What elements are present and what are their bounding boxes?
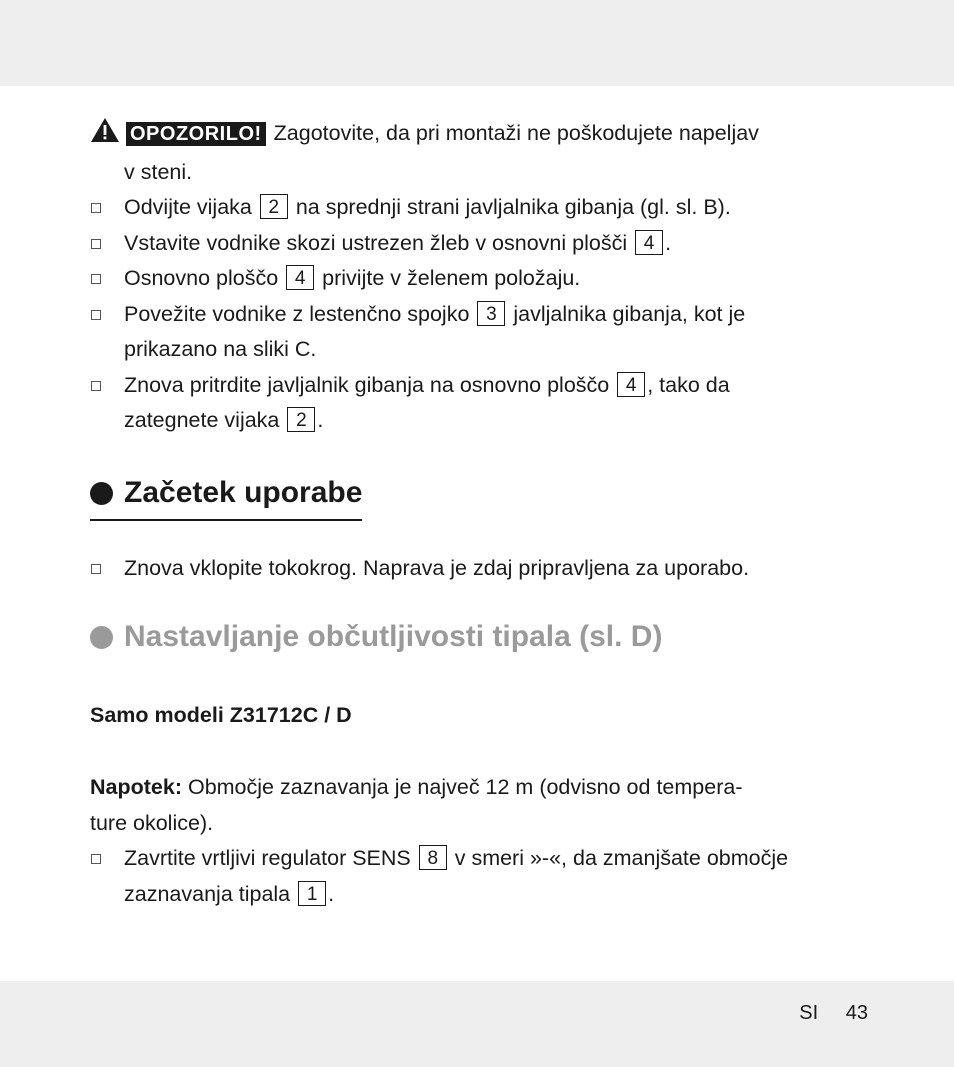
part-reference: 4 [286, 265, 314, 290]
checkbox-bullet-icon [91, 239, 101, 249]
bullet-dot-icon [90, 626, 113, 649]
checkbox-bullet-icon [91, 310, 101, 320]
page-footer [799, 1002, 868, 1025]
warning-notice [90, 116, 865, 155]
warning-text: Zagotovite, da pri montaži ne poškodujete napeljav [273, 121, 759, 145]
part-reference: 4 [635, 230, 663, 255]
list-item: Vstavite vodnike skozi ustrezen žleb v osnovni plošči 4 . [90, 226, 865, 262]
warning-label: OPOZORILO! [126, 122, 266, 146]
checkbox-bullet-icon [91, 381, 101, 391]
part-reference: 3 [477, 301, 505, 326]
list-item: Osnovno ploščo 4 privijte v želenem položaju. [90, 261, 865, 297]
checkbox-bullet-icon [91, 854, 101, 864]
models-subheading: Samo modeli Z31712C / D [90, 703, 352, 727]
note [90, 770, 865, 806]
bullet-dot-icon [90, 482, 113, 505]
warning-text-line2: v steni. [124, 159, 193, 184]
checkbox-bullet-icon [91, 203, 101, 213]
note-text-line2: ture okolice). [90, 810, 214, 835]
section-heading-start: Začetek uporabe [90, 473, 362, 521]
list-item: Znova pritrdite javljalnik gibanja na osnovno ploščo 4 , tako da zategnete vijaka 2 . [90, 368, 865, 439]
list-item: Znova vklopite tokokrog. Naprava je zdaj pripravljena za uporabo. [90, 551, 865, 587]
language-code: SI [799, 1002, 819, 1024]
note-text: Območje zaznavanja je največ 12 m (odvisno od tempera- [187, 775, 743, 799]
list-item: Zavrtite vrtljivi regulator SENS 8 v smeri »-«, da zmanjšate območje zaznavanja tipala 1 . [90, 841, 865, 912]
checkbox-bullet-icon [91, 564, 101, 574]
note-label: Napotek: [90, 775, 182, 799]
checkbox-bullet-icon [91, 274, 101, 284]
page-content [90, 116, 865, 912]
list-item: Povežite vodnike z lestenčno spojko 3 javljalnika gibanja, kot je prikazano na sliki C. [90, 297, 865, 368]
top-band [0, 0, 954, 86]
page-number: 43 [845, 1002, 868, 1024]
warning-triangle-icon [90, 117, 120, 155]
part-reference: 8 [419, 845, 447, 870]
part-reference: 1 [298, 881, 326, 906]
part-reference: 4 [617, 372, 645, 397]
part-reference: 2 [260, 194, 288, 219]
part-reference: 2 [287, 407, 315, 432]
list-item: Odvijte vijaka 2 na sprednji strani javljalnika gibanja (gl. sl. B). [90, 190, 865, 226]
section-heading-sensitivity: Nastavljanje občutljivosti tipala (sl. D) [90, 617, 865, 657]
